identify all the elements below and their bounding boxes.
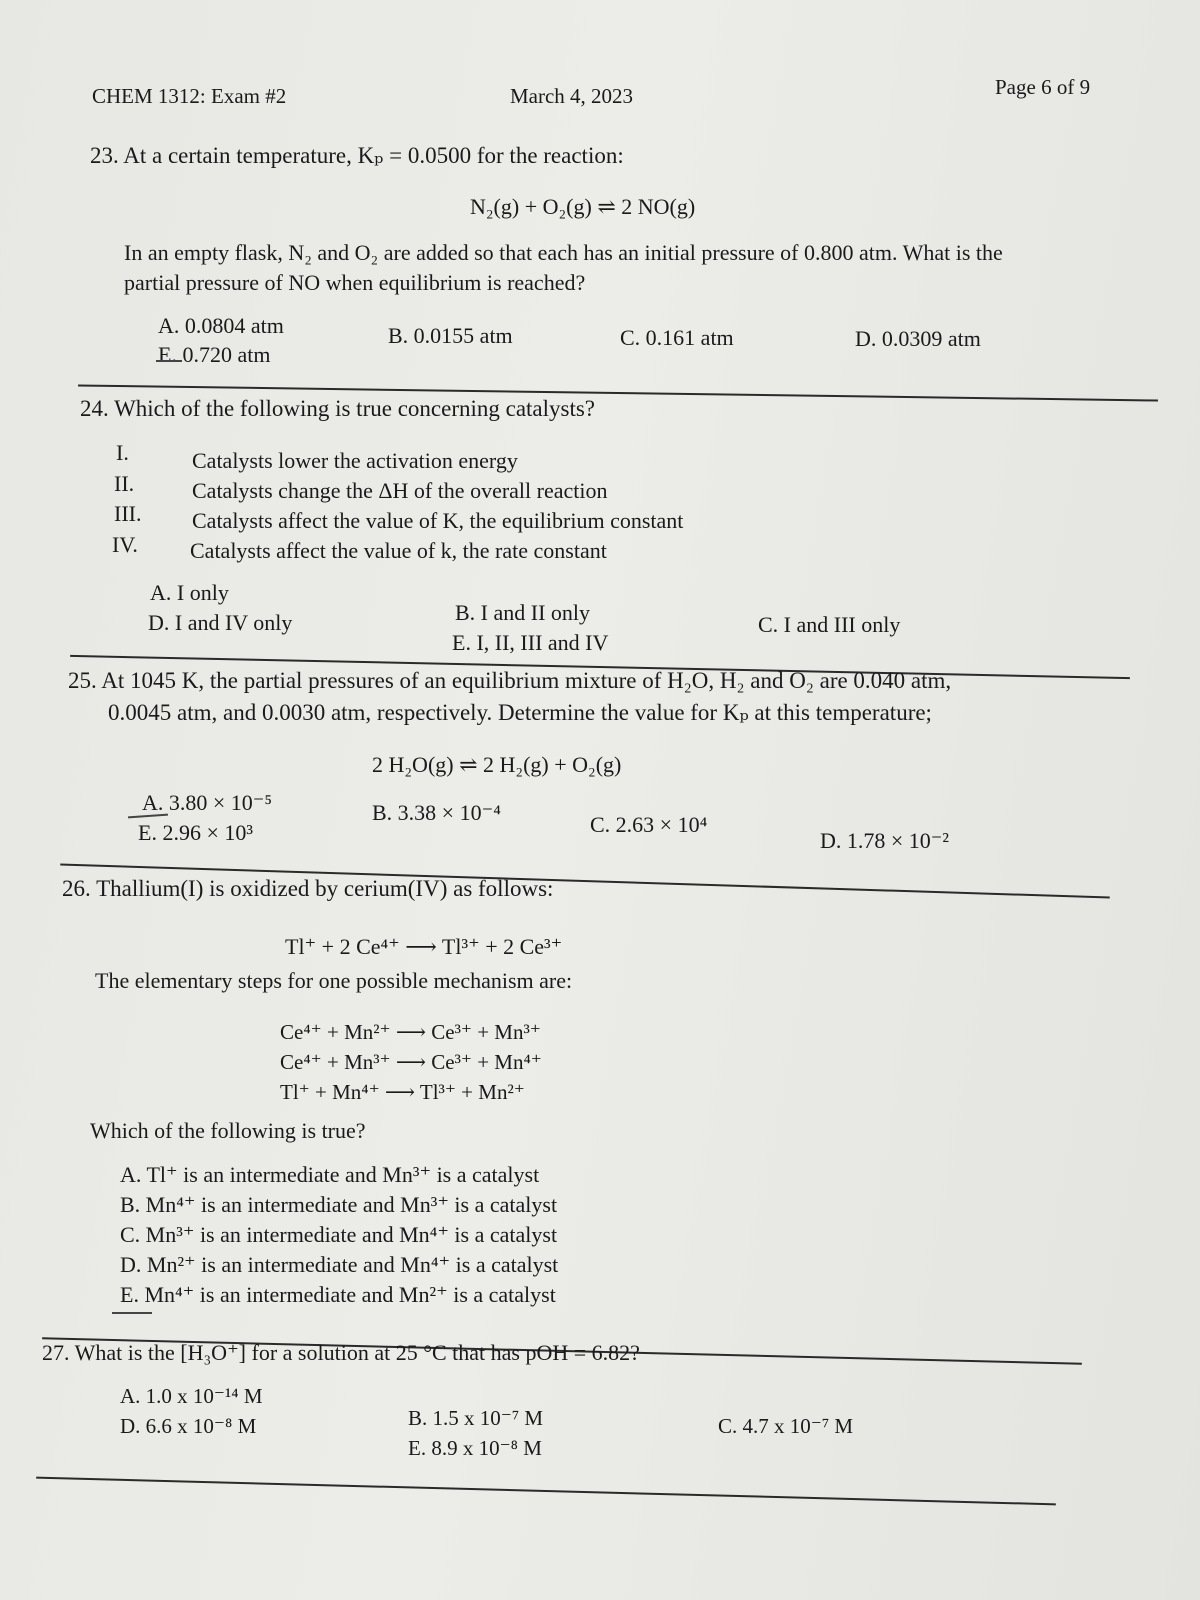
q24-option-d[interactable]: D. I and IV only [148,610,293,635]
answer-mark [156,360,182,362]
q27-option-b[interactable]: B. 1.5 x 10⁻⁷ M [408,1406,544,1430]
q23-option-c[interactable]: C. 0.161 atm [620,325,734,350]
q24-option-c[interactable]: C. I and III only [758,612,901,637]
q26-option-b[interactable]: B. Mn⁴⁺ is an intermediate and Mn³⁺ is a catalyst [120,1192,558,1217]
q26-option-c[interactable]: C. Mn³⁺ is an intermediate and Mn⁴⁺ is a catalyst [120,1222,558,1247]
q23-option-b[interactable]: B. 0.0155 atm [388,323,513,348]
q24-statement-4: Catalysts affect the value of k, the rate constant [190,538,607,563]
q26-step-1: Ce⁴⁺ + Mn²⁺ ⟶ Ce³⁺ + Mn³⁺ [280,1020,541,1044]
q27-option-d[interactable]: D. 6.6 x 10⁻⁸ M [120,1414,257,1438]
q24-stem: 24. Which of the following is true concerning catalysts? [80,396,596,421]
q27-option-e[interactable]: E. 8.9 x 10⁻⁸ M [408,1436,542,1460]
q23-reaction: N₂(g) + O₂(g) ⇌ 2 NO(g) [470,194,696,219]
q24-num-3: III. [114,501,142,526]
q26-question: Which of the following is true? [90,1118,366,1143]
q23-body-line2: partial pressure of NO when equilibrium is reached? [124,270,586,295]
q23-option-d[interactable]: D. 0.0309 atm [855,326,981,351]
q23-option-e[interactable]: E. 0.720 atm [158,342,271,367]
answer-mark [112,1312,152,1314]
q25-option-b[interactable]: B. 3.38 × 10⁻⁴ [372,800,501,825]
q26-step-2: Ce⁴⁺ + Mn³⁺ ⟶ Ce³⁺ + Mn⁴⁺ [280,1050,542,1074]
q26-option-d[interactable]: D. Mn²⁺ is an intermediate and Mn⁴⁺ is a catalyst [120,1252,559,1277]
q27-option-c[interactable]: C. 4.7 x 10⁻⁷ M [718,1414,854,1438]
q25-reaction: 2 H₂O(g) ⇌ 2 H₂(g) + O₂(g) [372,752,622,777]
q24-num-2: II. [114,471,135,496]
q26-mechanism-intro: The elementary steps for one possible mechanism are: [95,968,573,993]
q26-option-a[interactable]: A. Tl⁺ is an intermediate and Mn³⁺ is a catalyst [120,1162,540,1187]
q26-stem: 26. Thallium(I) is oxidized by cerium(IV) as follows: [62,876,554,901]
q23-option-a[interactable]: A. 0.0804 atm [158,313,284,338]
q23-stem: 23. At a certain temperature, Kₚ = 0.0500 for the reaction: [90,143,624,168]
q24-option-a[interactable]: A. I only [150,580,229,605]
q26-option-e[interactable]: E. Mn⁴⁺ is an intermediate and Mn²⁺ is a catalyst [120,1282,556,1307]
q25-option-c[interactable]: C. 2.63 × 10⁴ [590,812,708,837]
q24-option-e[interactable]: E. I, II, III and IV [452,630,609,655]
q24-num-4: IV. [112,532,138,557]
q24-num-1: I. [116,440,129,465]
q27-option-a[interactable]: A. 1.0 x 10⁻¹⁴ M [120,1384,263,1408]
q24-option-b[interactable]: B. I and II only [455,600,591,625]
q24-statement-1: Catalysts lower the activation energy [192,448,518,473]
q23-body-line1: In an empty flask, N₂ and O₂ are added so that each has an initial pressure of 0.800 atm. What is the [124,240,1003,265]
q24-statement-3: Catalysts affect the value of K, the equilibrium constant [192,508,684,533]
q25-option-e[interactable]: E. 2.96 × 10³ [138,820,253,845]
q25-option-a[interactable]: A. 3.80 × 10⁻⁵ [142,790,273,815]
answer-mark [128,814,168,819]
exam-date: March 4, 2023 [510,84,634,108]
q24-statement-2: Catalysts change the ΔH of the overall reaction [192,478,608,503]
q26-reaction: Tl⁺ + 2 Ce⁴⁺ ⟶ Tl³⁺ + 2 Ce³⁺ [285,934,563,959]
q27-stem: 27. What is the [H₃O⁺] for a solution at 25 °C that has pOH = 6.82? [42,1340,640,1365]
page-number: Page 6 of 9 [995,75,1091,99]
q25-stem-line2: 0.0045 atm, and 0.0030 atm, respectively. Determine the value for Kₚ at this temperature; [108,700,932,725]
q25-option-d[interactable]: D. 1.78 × 10⁻² [820,828,950,853]
q26-step-3: Tl⁺ + Mn⁴⁺ ⟶ Tl³⁺ + Mn²⁺ [280,1080,525,1104]
course-title: CHEM 1312: Exam #2 [92,84,287,108]
q25-stem-line1: 25. At 1045 K, the partial pressures of an equilibrium mixture of H₂O, H₂ and O₂ are 0.040 atm, [68,668,952,693]
divider [36,1477,1056,1506]
